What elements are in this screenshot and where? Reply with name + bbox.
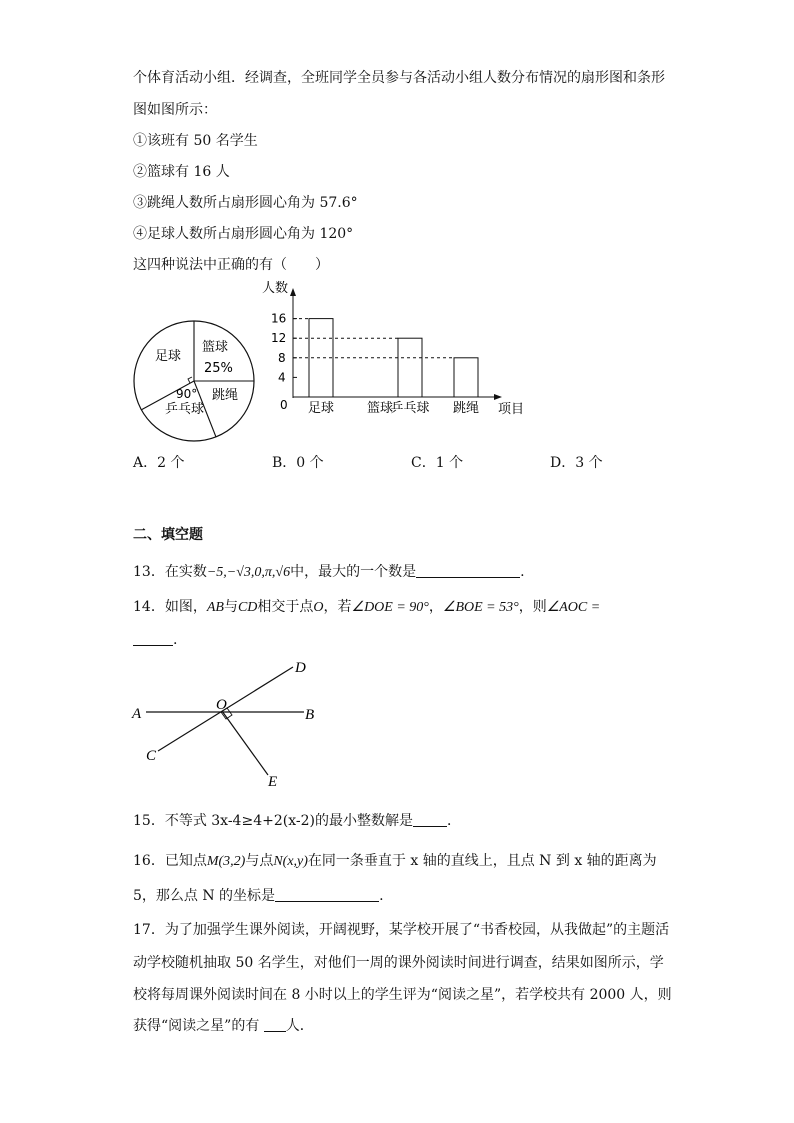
- pie-label-basketball: 篮球: [202, 340, 229, 355]
- x-category-label-1: 篮球: [366, 401, 394, 416]
- q14-mid2: 相交于点: [257, 599, 314, 615]
- q13-pre: 13．在实数: [133, 564, 207, 580]
- q16-post: 在同一条垂直于 x 轴的直线上，且点 N 到 x 轴的距离为: [307, 853, 657, 869]
- y-tick-label-12: 12: [271, 331, 287, 346]
- choice-c[interactable]: C．1 个: [411, 455, 464, 471]
- q14-line2-end: .: [173, 632, 178, 648]
- q16-mid: 与点: [245, 853, 274, 869]
- q14-mid4: ，则: [518, 599, 547, 615]
- q17-answer-blank[interactable]: [264, 1017, 286, 1032]
- q17-line4-post: 人．: [285, 1018, 314, 1034]
- y-tick-label-4: 4: [278, 370, 286, 385]
- q14-pre: 14．如图，: [133, 599, 207, 615]
- q15-text: 15．不等式 3x-4≥4+2(x-2)的最小整数解是: [133, 813, 413, 829]
- q16-m: M(3,2): [206, 854, 246, 869]
- y-tick-label-8: 8: [278, 350, 286, 365]
- section-title: 二、填空题: [133, 527, 203, 543]
- q14-o: O: [313, 600, 324, 615]
- q16-answer-blank[interactable]: [275, 887, 379, 902]
- q17-line3: 校将每周课外阅读时间在 8 小时以上的学生评为“阅读之星”，若学校共有 2000 人，则: [133, 987, 672, 1003]
- bar-2: [398, 338, 422, 397]
- pie-label-football: 足球: [155, 349, 182, 364]
- label-d: D: [295, 660, 306, 676]
- q15: [133, 811, 461, 831]
- pie-chart: [128, 316, 260, 446]
- x-category-label-0: 足球: [307, 401, 335, 416]
- q14-mid1: 与: [223, 599, 238, 615]
- q14-cond1: ∠DOE = 90°: [351, 600, 429, 615]
- q12-question: 这四种说法中正确的有（ ）: [133, 257, 329, 273]
- q17-line1: 17．为了加强学生课外阅读，开阔视野，某学校开展了“书香校园，从我做起”的主题活: [133, 922, 670, 938]
- q14-cond2: ∠BOE = 53°: [442, 600, 519, 615]
- q12-statement-3: ③跳绳人数所占扇形圆心角为 57.6°: [133, 195, 358, 211]
- q13-answer-blank[interactable]: [416, 563, 520, 578]
- q14-line1: 14．如图，AB与CD相交于点O，若∠DOE = 90°，∠BOE = 53°，则∠AOC =: [133, 599, 601, 615]
- x-category-label-3: 跳绳: [452, 401, 480, 416]
- q16-n: N(x,y): [273, 854, 308, 869]
- y-axis-label: 人数: [262, 281, 289, 296]
- label-o: O: [216, 697, 227, 713]
- q17-line4-pre: 获得“阅读之星”的有: [133, 1018, 260, 1034]
- pie-label-basketball-percent: 25%: [204, 361, 233, 376]
- q16-line2-end: .: [379, 888, 384, 904]
- q16-pre: 16．已知点: [133, 853, 207, 869]
- q14-cd: CD: [237, 600, 258, 615]
- q16-line2: [133, 886, 384, 906]
- q16-line2-pre: 5，那么点 N 的坐标是: [133, 888, 276, 904]
- q12-intro-line1: 个体育活动小组．经调查，全班同学全员参与各活动小组人数分布情况的扇形图和条形: [133, 70, 665, 86]
- label-a: A: [132, 706, 142, 722]
- x-axis-label: 项目: [498, 402, 525, 417]
- q17-line2: 动学校随机抽取 50 名学生，对他们一周的课外阅读时间进行调查，结果如图所示，学: [133, 955, 664, 971]
- choice-a[interactable]: A．2 个: [133, 455, 185, 471]
- label-b: B: [305, 707, 315, 723]
- q12-intro-line2: 图如图所示：: [133, 102, 217, 118]
- ray-oe: [222, 711, 268, 775]
- x-category-label-2: 乒乓球: [390, 401, 430, 416]
- q13-math: −5,−√3,0,π,√6: [206, 565, 291, 580]
- label-c: C: [146, 748, 157, 764]
- q14-answer-blank[interactable]: [133, 631, 173, 646]
- pie-label-rope: 跳绳: [212, 388, 239, 403]
- pie-label-angle: 90°: [176, 387, 198, 401]
- choice-d[interactable]: D．3 个: [550, 455, 603, 471]
- q15-end: ．: [446, 813, 461, 829]
- x-axis-arrow: [494, 394, 502, 400]
- choice-b[interactable]: B．0 个: [272, 455, 324, 471]
- q13: 13．在实数−5,−√3,0,π,√6中，最大的一个数是 .: [133, 564, 525, 580]
- bar-3: [454, 358, 478, 397]
- q14-figure: [128, 655, 328, 790]
- q14-line2: [133, 630, 177, 650]
- pie-label-pingpong: 乒乓球: [165, 402, 205, 417]
- q12-statement-1: ①该班有 50 名学生: [133, 133, 258, 149]
- y-tick-label-16: 16: [271, 311, 287, 326]
- y-axis-arrow: [290, 288, 296, 296]
- q14-mid3: ，若: [323, 599, 352, 615]
- q13-post: 中，最大的一个数是: [290, 564, 417, 580]
- q14-ab: AB: [206, 600, 224, 615]
- q16-line1: [133, 851, 657, 872]
- bar-chart: [260, 280, 536, 420]
- q12-statement-2: ②篮球有 16 人: [133, 164, 230, 180]
- q14-ask: ∠AOC =: [546, 600, 601, 615]
- label-e: E: [268, 774, 278, 790]
- q17-line4: [133, 1016, 314, 1036]
- y-tick-label-0: 0: [280, 398, 288, 412]
- q15-answer-blank[interactable]: [413, 812, 447, 827]
- q12-statement-4: ④足球人数所占扇形圆心角为 120°: [133, 226, 354, 242]
